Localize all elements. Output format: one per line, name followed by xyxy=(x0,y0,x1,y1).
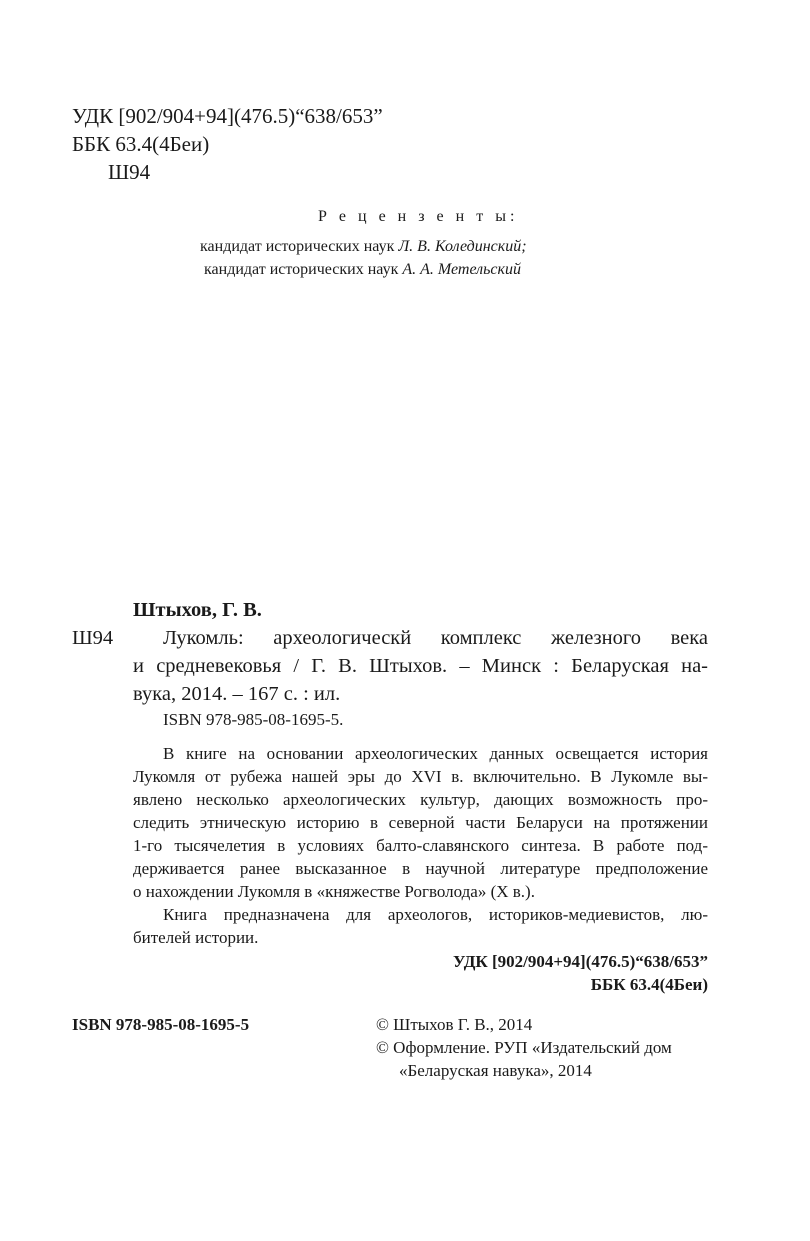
annotation-line: держивается ранее высказанное в научной литературе предположение xyxy=(133,859,708,878)
annotation-line: 1-го тысячелетия в условиях балто-славянского синтеза. В работе под- xyxy=(133,836,708,855)
header-code: Ш94 xyxy=(108,160,151,184)
annotation-line: В книге на основании археологических данных освещается история xyxy=(163,744,708,763)
annotation-line: явлено несколько археологических культур, дающих возможность про- xyxy=(133,790,708,809)
copyright-line: © Оформление. РУП «Издательский дом xyxy=(376,1038,672,1057)
copyright-line: © Штыхов Г. В., 2014 xyxy=(376,1015,533,1034)
bib-author: Штыхов, Г. В. xyxy=(133,599,262,621)
reviewer-name: Л. В. Колединский; xyxy=(398,238,527,255)
reviewer-degree: кандидат исторических наук xyxy=(200,238,395,255)
reviewers-title: Р е ц е н з е н т ы: xyxy=(318,208,519,225)
header-udk: УДК [902/904+94](476.5)“638/653” xyxy=(72,104,383,128)
reviewer-degree: кандидат исторических наук xyxy=(204,261,399,278)
footer-isbn: ISBN 978-985-08-1695-5 xyxy=(72,1015,250,1034)
bib-line: и средневековья / Г. В. Штыхов. – Минск : Беларуская на- xyxy=(133,655,708,677)
reviewer-line xyxy=(204,259,521,281)
annotation-line: следить этническую историю в северной части Беларуси на протяжении xyxy=(133,813,708,832)
bib-isbn: ISBN 978-985-08-1695-5. xyxy=(163,710,344,729)
reviewer-line xyxy=(200,236,527,258)
annotation-line: Книга предназначена для археологов, историков-медиевистов, лю- xyxy=(163,905,708,924)
copyright-line: «Беларуская навука», 2014 xyxy=(399,1061,592,1080)
classification-udk: УДК [902/904+94](476.5)“638/653” xyxy=(452,952,708,971)
annotation-line: о нахождении Лукомля в «княжестве Рогволода» (X в.). xyxy=(133,882,535,901)
classification-bbk: ББК 63.4(4Беи) xyxy=(590,975,708,994)
bib-line: Лукомль: археологическй комплекс железного века xyxy=(163,627,708,649)
bib-line: вука, 2014. – 167 с. : ил. xyxy=(133,683,341,705)
annotation-line: Лукомля от рубежа нашей эры до XVI в. включительно. В Лукомле вы- xyxy=(133,767,708,786)
annotation-line: бителей истории. xyxy=(133,928,259,947)
bib-code: Ш94 xyxy=(72,627,114,649)
reviewer-name: А. А. Метельский xyxy=(402,261,521,278)
header-bbk: ББК 63.4(4Беи) xyxy=(72,132,210,156)
